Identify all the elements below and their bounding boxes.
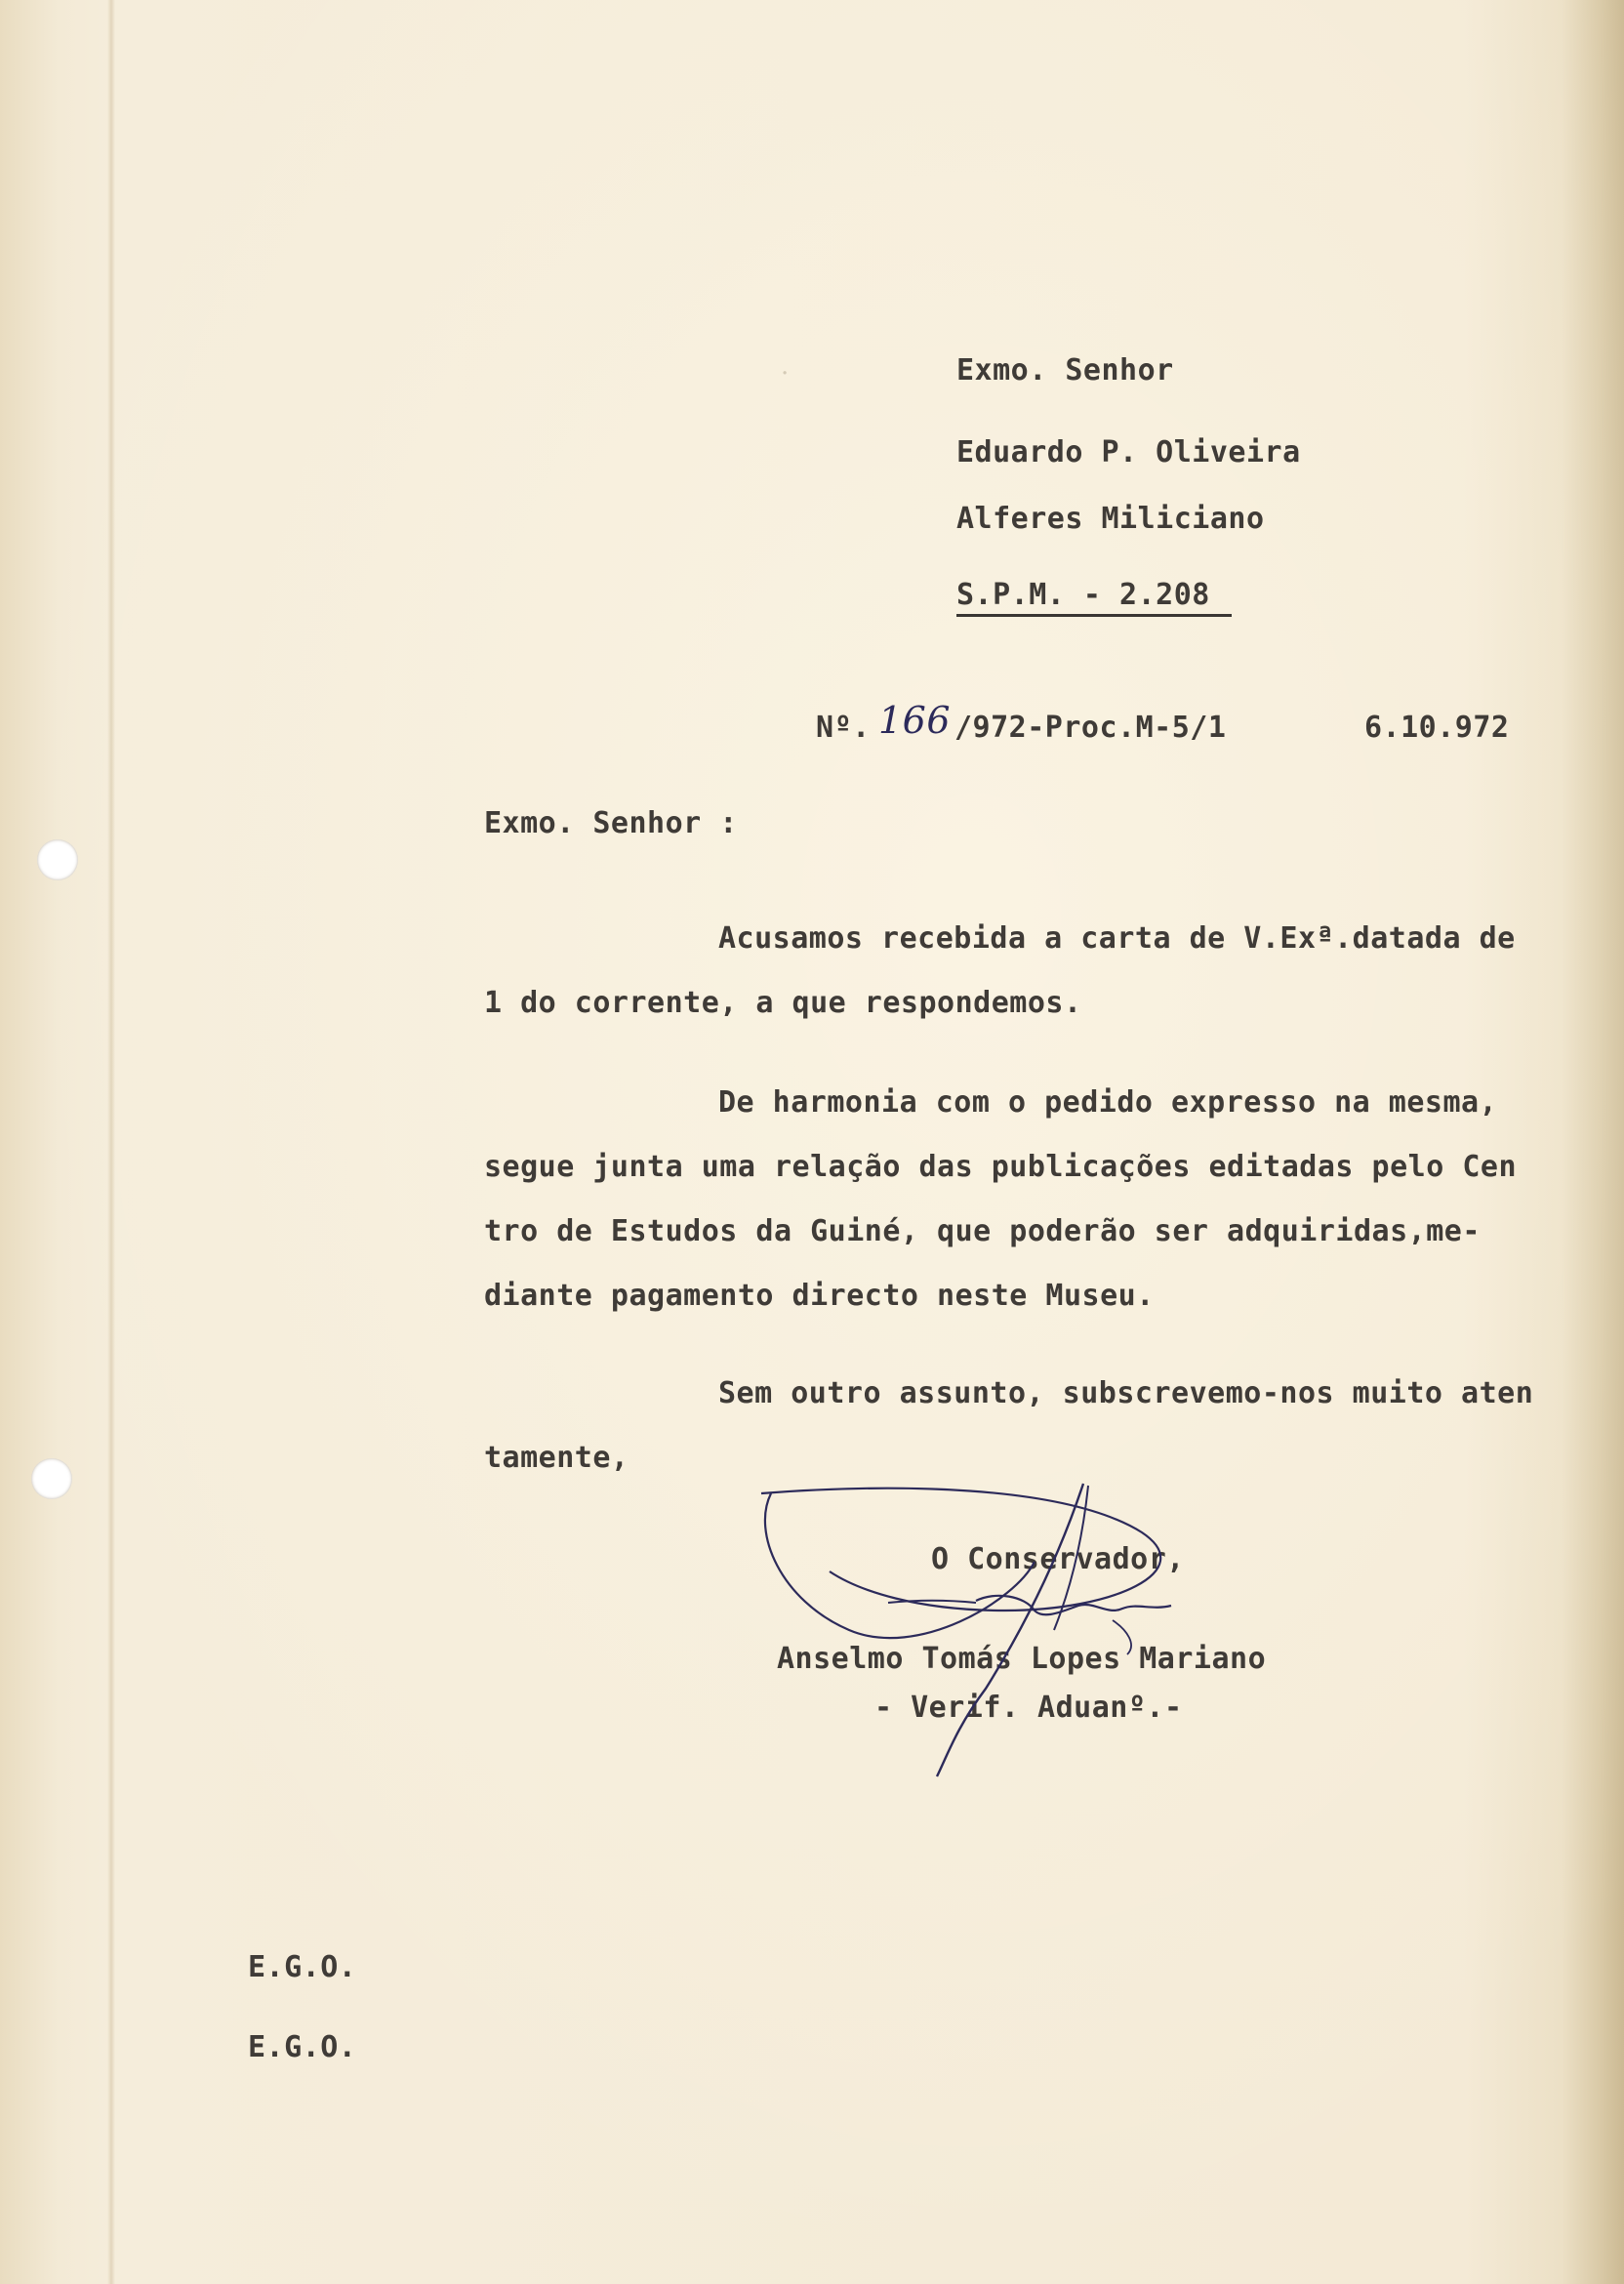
footer-initials-1: E.G.O. <box>248 1950 357 1984</box>
recipient-rank: Alferes Miliciano <box>956 502 1265 536</box>
reference-handwritten-number: 166 <box>878 699 952 742</box>
fold-line <box>107 0 115 2284</box>
closing-title: O Conservador, <box>931 1542 1185 1576</box>
recipient-salutation: Exmo. Senhor <box>956 353 1174 387</box>
body-line-7: Sem outro assunto, subscrevemo-nos muito aten <box>718 1376 1534 1410</box>
footer-initials-2: E.G.O. <box>248 2030 357 2064</box>
reference-date: 6.10.972 <box>1364 711 1510 745</box>
faint-mark: · <box>781 359 790 388</box>
closing-role: - Verif. Aduanº.- <box>874 1691 1183 1725</box>
reference-suffix: /972-Proc.M-5/1 <box>954 711 1227 745</box>
recipient-postal: S.P.M. - 2.208 <box>956 578 1232 617</box>
reference-prefix: Nº. <box>816 711 871 745</box>
punch-hole-bottom <box>31 1458 72 1499</box>
body-line-6: diante pagamento directo neste Museu. <box>484 1279 1155 1313</box>
handwritten-signature <box>742 1474 1288 1786</box>
body-line-5: tro de Estudos da Guiné, que poderão ser adquiridas,me- <box>484 1214 1481 1248</box>
body-line-2: 1 do corrente, a que respondemos. <box>484 986 1082 1020</box>
body-line-4: segue junta uma relação das publicações editadas pelo Cen <box>484 1150 1518 1184</box>
body-line-8: tamente, <box>484 1441 629 1475</box>
body-line-3: De harmonia com o pedido expresso na mesma, <box>718 1085 1498 1120</box>
punch-hole-top <box>37 839 78 880</box>
recipient-name: Eduardo P. Oliveira <box>956 435 1301 469</box>
closing-name: Anselmo Tomás Lopes Mariano <box>777 1642 1267 1676</box>
greeting: Exmo. Senhor : <box>484 806 738 840</box>
body-line-1: Acusamos recebida a carta de V.Exª.datada de <box>718 921 1516 956</box>
